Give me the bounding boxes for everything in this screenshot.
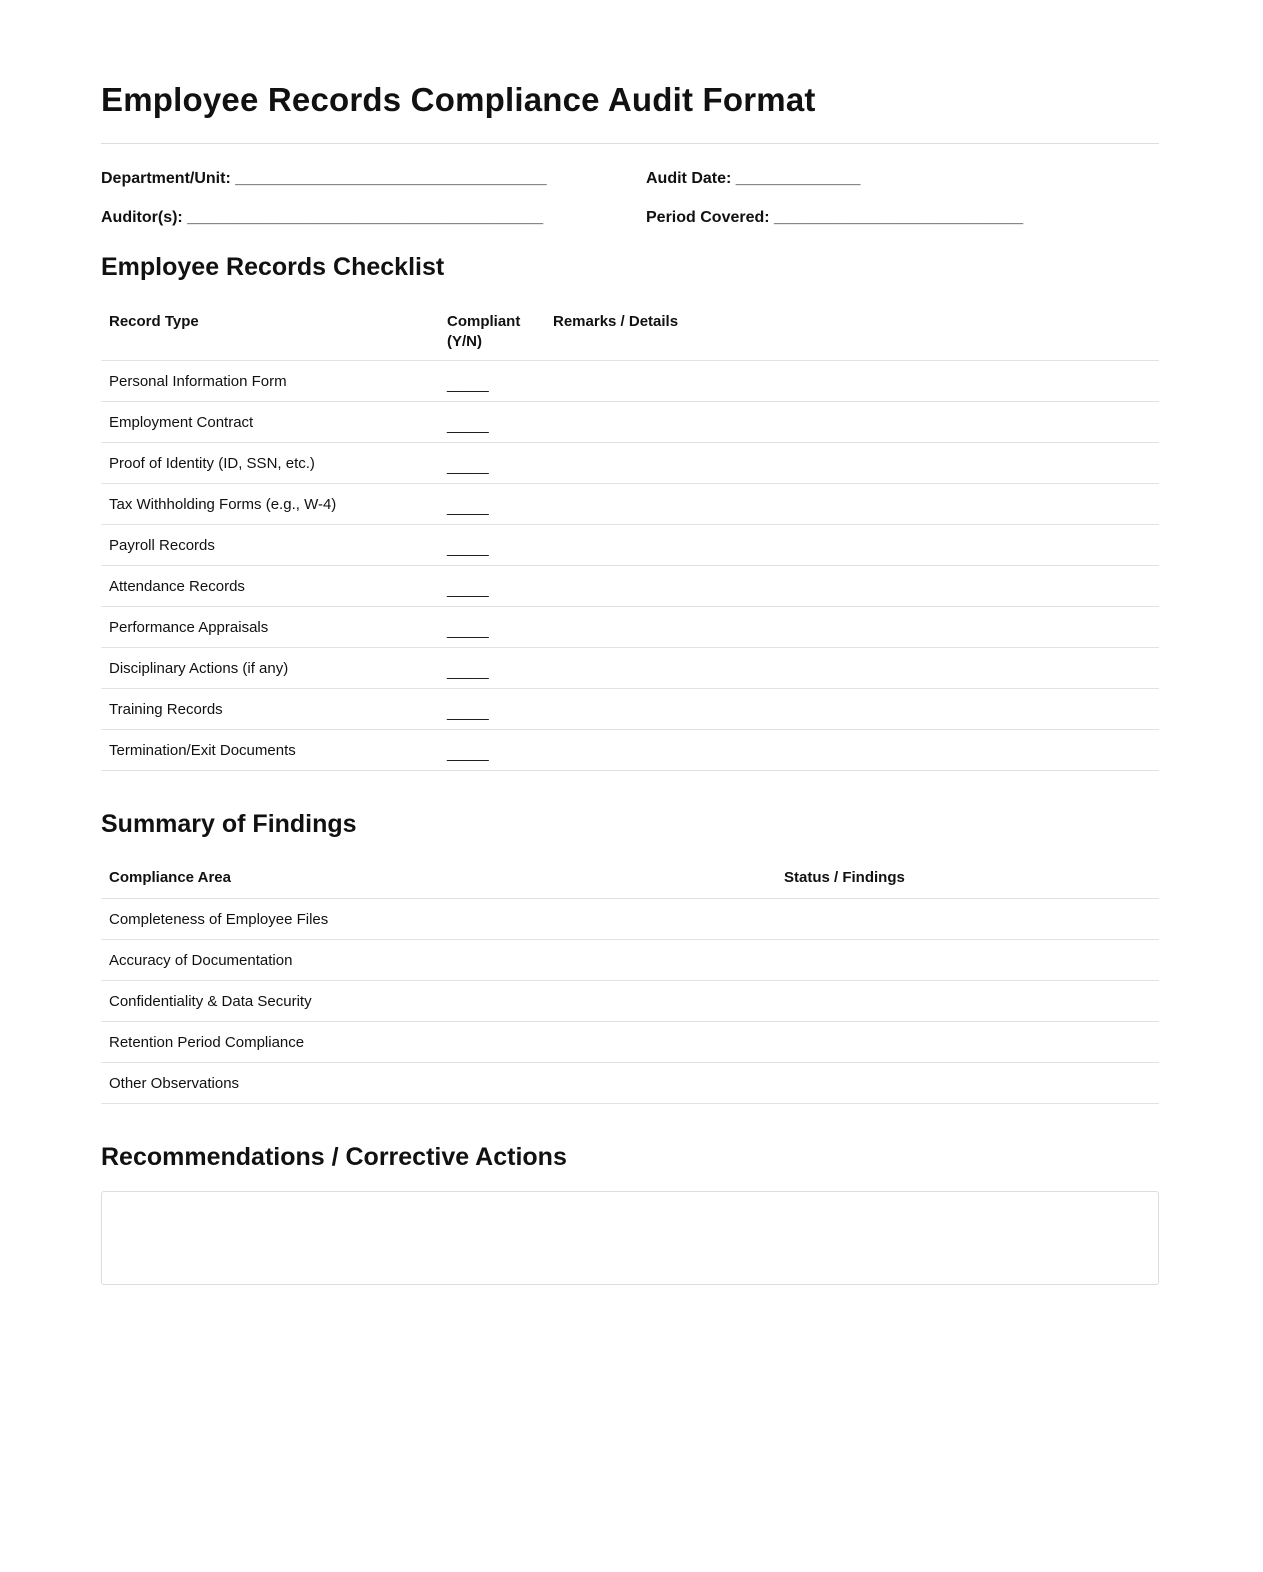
compliant-header-line1: Compliant bbox=[447, 313, 521, 330]
column-header-compliant bbox=[439, 312, 545, 361]
findings-row bbox=[101, 1063, 1159, 1104]
checklist-row bbox=[101, 443, 1159, 484]
checklist-row bbox=[101, 607, 1159, 648]
auditors-field[interactable]: Auditor(s): ________________________________________ bbox=[101, 209, 544, 226]
checklist-header-row bbox=[101, 312, 1159, 361]
compliant-cell[interactable] bbox=[439, 730, 545, 771]
column-header-record-type: Record Type bbox=[101, 312, 439, 361]
findings-row bbox=[101, 981, 1159, 1022]
status-findings-cell[interactable] bbox=[776, 1022, 1159, 1063]
column-header-compliance-area: Compliance Area bbox=[101, 868, 776, 899]
record-type-cell: Employment Contract bbox=[101, 402, 439, 443]
status-findings-cell[interactable] bbox=[776, 940, 1159, 981]
compliant-cell[interactable] bbox=[439, 402, 545, 443]
compliant-blank[interactable]: _____ bbox=[447, 375, 489, 393]
compliant-cell[interactable] bbox=[439, 566, 545, 607]
record-type-cell: Attendance Records bbox=[101, 566, 439, 607]
remarks-cell[interactable] bbox=[545, 689, 1159, 730]
record-type-cell: Payroll Records bbox=[101, 525, 439, 566]
compliant-blank[interactable]: _____ bbox=[447, 539, 489, 557]
compliance-area-cell: Accuracy of Documentation bbox=[101, 940, 776, 981]
column-header-status-findings: Status / Findings bbox=[776, 868, 1159, 899]
remarks-cell[interactable] bbox=[545, 484, 1159, 525]
status-findings-cell[interactable] bbox=[776, 1063, 1159, 1104]
document-title: Employee Records Compliance Audit Format bbox=[101, 81, 816, 118]
record-type-cell: Performance Appraisals bbox=[101, 607, 439, 648]
compliant-cell[interactable] bbox=[439, 689, 545, 730]
record-type-cell: Tax Withholding Forms (e.g., W-4) bbox=[101, 484, 439, 525]
compliant-cell[interactable] bbox=[439, 648, 545, 689]
checklist-row bbox=[101, 484, 1159, 525]
compliant-blank[interactable]: _____ bbox=[447, 703, 489, 721]
audit-date-field[interactable]: Audit Date: ______________ bbox=[646, 170, 861, 187]
column-header-remarks: Remarks / Details bbox=[545, 312, 1159, 361]
compliant-blank[interactable]: _____ bbox=[447, 744, 489, 762]
checklist-body bbox=[101, 361, 1159, 771]
compliant-blank[interactable]: _____ bbox=[447, 416, 489, 434]
compliance-area-cell: Completeness of Employee Files bbox=[101, 899, 776, 940]
records-checklist-table bbox=[101, 312, 1159, 771]
period-covered-field[interactable]: Period Covered: ____________________________ bbox=[646, 209, 1024, 226]
compliant-cell[interactable] bbox=[439, 525, 545, 566]
checklist-row bbox=[101, 689, 1159, 730]
compliance-area-cell: Other Observations bbox=[101, 1063, 776, 1104]
remarks-cell[interactable] bbox=[545, 607, 1159, 648]
findings-body bbox=[101, 899, 1159, 1104]
remarks-cell[interactable] bbox=[545, 525, 1159, 566]
recommendations-textbox[interactable] bbox=[101, 1191, 1159, 1285]
compliant-cell[interactable] bbox=[439, 484, 545, 525]
compliant-cell[interactable] bbox=[439, 361, 545, 402]
compliant-header-line2: (Y/N) bbox=[447, 333, 482, 350]
compliant-blank[interactable]: _____ bbox=[447, 662, 489, 680]
findings-table bbox=[101, 868, 1159, 1104]
findings-header-row bbox=[101, 868, 1159, 899]
remarks-cell[interactable] bbox=[545, 648, 1159, 689]
checklist-row bbox=[101, 402, 1159, 443]
findings-row bbox=[101, 1022, 1159, 1063]
remarks-cell[interactable] bbox=[545, 443, 1159, 484]
compliance-area-cell: Confidentiality & Data Security bbox=[101, 981, 776, 1022]
audit-form-page bbox=[101, 0, 1159, 1285]
compliant-cell[interactable] bbox=[439, 607, 545, 648]
findings-row bbox=[101, 940, 1159, 981]
checklist-row bbox=[101, 525, 1159, 566]
record-type-cell: Disciplinary Actions (if any) bbox=[101, 648, 439, 689]
compliant-blank[interactable]: _____ bbox=[447, 621, 489, 639]
compliant-blank[interactable]: _____ bbox=[447, 580, 489, 598]
remarks-cell[interactable] bbox=[545, 730, 1159, 771]
record-type-cell: Proof of Identity (ID, SSN, etc.) bbox=[101, 443, 439, 484]
record-type-cell: Termination/Exit Documents bbox=[101, 730, 439, 771]
recommendations-heading: Recommendations / Corrective Actions bbox=[101, 1143, 567, 1171]
findings-row bbox=[101, 899, 1159, 940]
checklist-row bbox=[101, 648, 1159, 689]
checklist-heading: Employee Records Checklist bbox=[101, 253, 445, 281]
title-divider bbox=[101, 143, 1159, 144]
record-type-cell: Personal Information Form bbox=[101, 361, 439, 402]
compliant-blank[interactable]: _____ bbox=[447, 457, 489, 475]
audit-meta-fields bbox=[101, 168, 1159, 250]
compliant-cell[interactable] bbox=[439, 443, 545, 484]
findings-heading: Summary of Findings bbox=[101, 810, 357, 838]
department-unit-field[interactable]: Department/Unit: ___________________________________ bbox=[101, 170, 547, 187]
status-findings-cell[interactable] bbox=[776, 981, 1159, 1022]
compliant-blank[interactable]: _____ bbox=[447, 498, 489, 516]
checklist-row bbox=[101, 566, 1159, 607]
checklist-row bbox=[101, 730, 1159, 771]
remarks-cell[interactable] bbox=[545, 402, 1159, 443]
remarks-cell[interactable] bbox=[545, 566, 1159, 607]
status-findings-cell[interactable] bbox=[776, 899, 1159, 940]
checklist-row bbox=[101, 361, 1159, 402]
compliance-area-cell: Retention Period Compliance bbox=[101, 1022, 776, 1063]
record-type-cell: Training Records bbox=[101, 689, 439, 730]
remarks-cell[interactable] bbox=[545, 361, 1159, 402]
